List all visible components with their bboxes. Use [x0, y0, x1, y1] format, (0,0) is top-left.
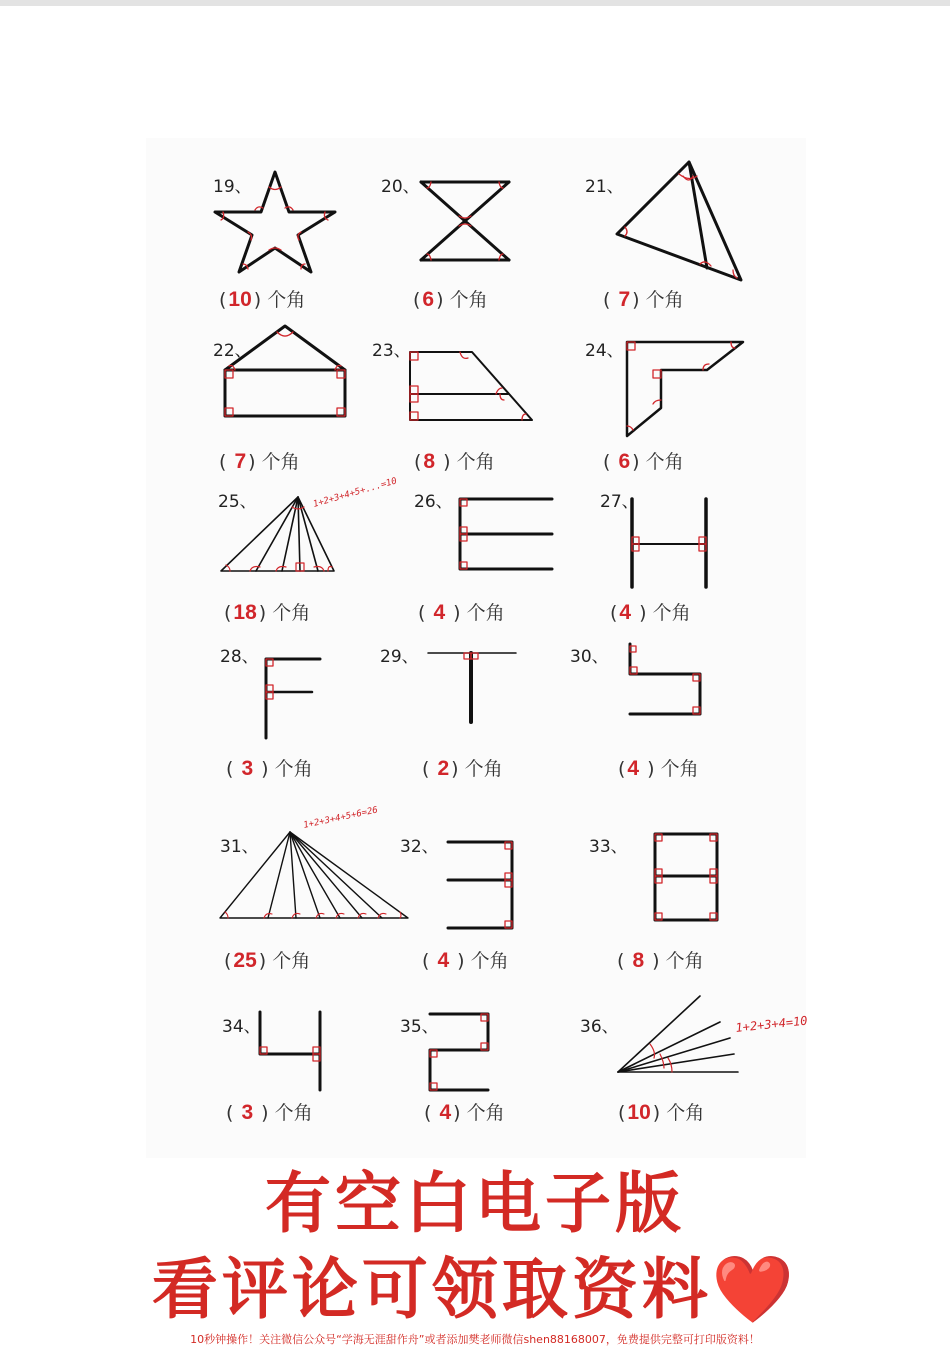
letter-e-figure	[414, 487, 604, 597]
fan-triangle-figure	[218, 476, 408, 597]
problem-number: 36、	[580, 1017, 619, 1037]
answer: (10 ) 个角	[618, 1101, 705, 1124]
problem-19	[213, 172, 403, 322]
answer: ( 3 ) 个角	[226, 757, 313, 780]
handwritten-note: 1+2+3+4+5+...=10	[312, 476, 399, 510]
problem-35	[400, 1012, 590, 1162]
problem-number: 31、	[220, 837, 259, 857]
number-8-figure	[589, 832, 779, 942]
answer: (6 ) 个角	[413, 288, 488, 311]
problem-36	[580, 1012, 809, 1162]
hourglass-figure	[381, 172, 571, 282]
problem-31	[220, 805, 410, 982]
banner-line-1: 有空白电子版	[265, 1165, 685, 1242]
fan-triangle-figure	[220, 805, 430, 942]
problem-21	[585, 172, 775, 322]
answer: ( 3 ) 个角	[226, 1101, 313, 1124]
problem-26	[414, 487, 604, 637]
problem-20	[381, 172, 571, 322]
problem-29	[380, 642, 570, 792]
problem-number: 29、	[380, 647, 419, 667]
answer: ( 8 ) 个角	[617, 949, 704, 972]
problem-number: 26、	[414, 492, 453, 512]
problem-30	[570, 642, 760, 792]
problem-33	[589, 832, 779, 982]
answer: ( 4 ) 个角	[418, 601, 505, 624]
trapezoid-figure	[372, 336, 562, 446]
problem-number: 19、	[213, 177, 252, 197]
triangle-figure	[585, 172, 775, 287]
star-figure	[213, 172, 403, 282]
problem-23	[372, 336, 562, 486]
answer: (25 ) 个角	[224, 949, 311, 972]
top-bar	[0, 0, 950, 6]
answer: ( 2 ) 个角	[422, 757, 503, 780]
problem-34	[222, 1012, 412, 1162]
handwritten-note: 1+2+3+4=10	[734, 1013, 809, 1035]
footer-note: 10秒钟操作！关注微信公众号“学海无涯甜作舟”或者添加樊老师微信shen88168007，免费提供完整可打印版资料！	[190, 1333, 760, 1346]
problem-number: 25、	[218, 492, 257, 512]
problem-number: 22、	[213, 341, 252, 361]
answer: ( 4 ) 个角	[424, 1101, 505, 1124]
handwritten-note: 1+2+3+4+5+6=26	[302, 805, 379, 831]
problem-number: 27、	[600, 492, 639, 512]
answer: ( 7 ) 个角	[219, 450, 300, 473]
problem-number: 32、	[400, 837, 439, 857]
answer: (18 ) 个角	[224, 601, 311, 624]
number-5-figure	[570, 642, 760, 752]
letter-h-figure	[600, 487, 790, 597]
problem-32	[400, 832, 590, 982]
problem-24	[585, 336, 775, 486]
problem-number: 24、	[585, 341, 624, 361]
problem-number: 23、	[372, 341, 411, 361]
problem-27	[600, 487, 790, 637]
answer: (4 ) 个角	[618, 757, 699, 780]
heart-icon: ❤️	[711, 1251, 799, 1328]
banner-line-2: 看评论可领取资料❤️	[151, 1251, 799, 1328]
answer: ( 6 ) 个角	[603, 450, 684, 473]
problem-number: 33、	[589, 837, 628, 857]
number-3-figure	[400, 832, 590, 942]
answer: (4 ) 个角	[610, 601, 691, 624]
problem-number: 21、	[585, 177, 624, 197]
problem-number: 28、	[220, 647, 259, 667]
problem-25	[218, 476, 408, 637]
letter-t-figure	[380, 642, 570, 752]
problem-number: 35、	[400, 1017, 439, 1037]
answer: ( 4 ) 个角	[422, 949, 509, 972]
answer: (8 ) 个角	[414, 450, 495, 473]
l-shape-figure	[585, 336, 775, 446]
problem-number: 20、	[381, 177, 420, 197]
problem-number: 30、	[570, 647, 609, 667]
answer: (10 ) 个角	[219, 288, 306, 311]
answer: ( 7 ) 个角	[603, 288, 684, 311]
problem-number: 34、	[222, 1017, 261, 1037]
